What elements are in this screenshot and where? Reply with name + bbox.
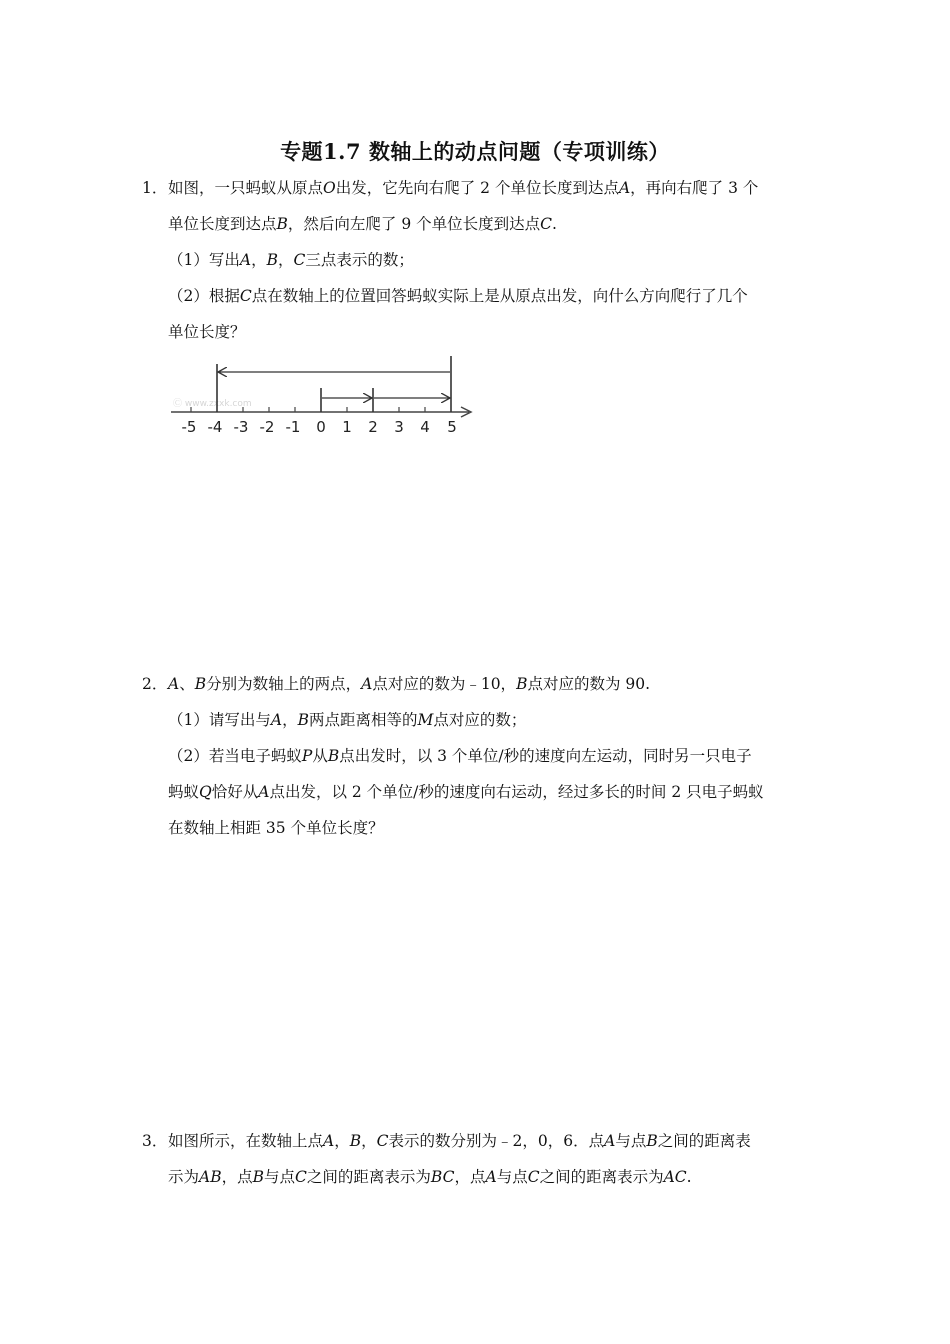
text: ，然后向左爬了 9 个单位长度到达点 bbox=[287, 215, 541, 233]
q2-line-1 bbox=[168, 674, 650, 694]
text: ， bbox=[361, 1132, 377, 1150]
number-line-figure bbox=[165, 352, 485, 442]
var: A bbox=[239, 251, 252, 269]
text: （1）写出 bbox=[168, 251, 240, 269]
q1-line-1 bbox=[168, 178, 758, 198]
tick-label: -1 bbox=[285, 418, 301, 436]
watermark: Ⓒ www.zxxk.com bbox=[173, 399, 252, 409]
q1-part-2 bbox=[168, 286, 748, 306]
text: 点出发时，以 3 个单位/秒的速度向左运动，同时另一只电子 bbox=[339, 747, 752, 765]
text: （2）根据 bbox=[168, 287, 240, 305]
tick-label: -2 bbox=[259, 418, 275, 436]
var: A bbox=[361, 675, 373, 693]
var: Q bbox=[199, 783, 212, 801]
question-number: 1． bbox=[142, 179, 168, 197]
text: . bbox=[686, 1168, 692, 1186]
var: AC bbox=[663, 1168, 687, 1186]
text: 如图所示，在数轴上点 bbox=[168, 1132, 324, 1150]
var: C bbox=[527, 1168, 540, 1186]
number-line-svg bbox=[165, 352, 485, 438]
text: 与点 bbox=[264, 1168, 296, 1186]
text: 单位长度到达点 bbox=[168, 215, 277, 233]
text: ， bbox=[334, 1132, 350, 1150]
text: ， bbox=[251, 251, 267, 269]
text: 两点距离相等的 bbox=[308, 711, 418, 729]
text: 出发，它先向右爬了 2 个单位长度到达点 bbox=[335, 179, 619, 197]
question-number: 3． bbox=[142, 1132, 168, 1150]
text: 点出发，以 2 个单位/秒的速度向右运动，经过多长的时间 2 只电子蚂蚁 bbox=[269, 783, 764, 801]
text: 如图，一只蚂蚁从原点 bbox=[168, 179, 324, 197]
var: C bbox=[295, 1168, 307, 1186]
tick-label: -4 bbox=[207, 418, 223, 436]
var: B bbox=[194, 675, 207, 693]
text: 蚂蚁 bbox=[168, 783, 200, 801]
tick-label: 1 bbox=[342, 418, 352, 436]
tick-label: 5 bbox=[447, 418, 457, 436]
question-number: 2． bbox=[142, 675, 168, 693]
tick-label: 2 bbox=[368, 418, 378, 436]
q1-part-1 bbox=[168, 250, 414, 270]
var: P bbox=[301, 747, 313, 765]
var: AB bbox=[199, 1168, 222, 1186]
q1-line-2 bbox=[168, 214, 557, 234]
text: ， bbox=[282, 711, 298, 729]
var: A bbox=[270, 711, 283, 729]
text: 与点 bbox=[615, 1132, 647, 1150]
text: 表示的数分别为﹣2，0，6．点 bbox=[388, 1132, 605, 1150]
text: 点在数轴上的位置回答蚂蚁实际上是从原点出发，向什么方向爬行了几个 bbox=[251, 287, 748, 305]
text: 与点 bbox=[496, 1168, 528, 1186]
tick-label: -5 bbox=[181, 418, 197, 436]
text: ， bbox=[277, 251, 294, 269]
var: A bbox=[618, 179, 631, 197]
var: A bbox=[168, 675, 180, 693]
var: C bbox=[239, 287, 252, 305]
text: ，点 bbox=[221, 1168, 253, 1186]
var: C bbox=[540, 215, 552, 233]
var: B bbox=[276, 215, 288, 233]
var: B bbox=[646, 1132, 658, 1150]
var: BC bbox=[430, 1168, 455, 1186]
var: A bbox=[604, 1132, 616, 1150]
text: 、 bbox=[179, 675, 195, 693]
text: （2）若当电子蚂蚁 bbox=[168, 747, 302, 765]
var: A bbox=[323, 1132, 335, 1150]
var: B bbox=[297, 711, 309, 729]
text: 从 bbox=[312, 747, 328, 765]
text: 三点表示的数； bbox=[305, 251, 414, 269]
var: C bbox=[376, 1132, 389, 1150]
tick-label: 4 bbox=[420, 418, 430, 436]
var: M bbox=[417, 711, 434, 729]
page-title: 专题1.7 数轴上的动点问题（专项训练） bbox=[280, 139, 670, 164]
text: 之间的距离表示为 bbox=[306, 1168, 431, 1186]
text: （1）请写出与 bbox=[168, 711, 271, 729]
q2-part-2-cont bbox=[168, 782, 764, 802]
text: 恰好从 bbox=[211, 783, 259, 801]
var: A bbox=[258, 783, 270, 801]
var: C bbox=[293, 251, 306, 269]
var: B bbox=[516, 675, 528, 693]
q2-part-2 bbox=[168, 746, 752, 766]
var: O bbox=[323, 179, 336, 197]
var: B bbox=[266, 251, 278, 269]
tick-labels bbox=[182, 418, 457, 436]
tick-label: 0 bbox=[316, 418, 326, 436]
var: B bbox=[327, 747, 340, 765]
text: ，再向右爬了 3 个 bbox=[630, 179, 759, 197]
tick-label: -3 bbox=[233, 418, 249, 436]
q2-part-2-end: 在数轴上相距 35 个单位长度？ bbox=[168, 819, 384, 837]
tick-label: 3 bbox=[394, 418, 404, 436]
text: 分别为数轴上的两点， bbox=[206, 675, 362, 693]
text: 之间的距离表 bbox=[657, 1132, 751, 1150]
var: B bbox=[252, 1168, 265, 1186]
text: 之间的距离表示为 bbox=[539, 1168, 664, 1186]
text: 点对应的数为﹣10， bbox=[372, 675, 517, 693]
q2-part-1 bbox=[168, 710, 526, 730]
var: A bbox=[485, 1168, 497, 1186]
text: 示为 bbox=[168, 1168, 200, 1186]
text: 点对应的数为 90. bbox=[527, 675, 651, 693]
text: . bbox=[552, 215, 557, 233]
q3-line-2 bbox=[168, 1167, 692, 1187]
text: 点对应的数； bbox=[433, 711, 527, 729]
var: B bbox=[349, 1132, 362, 1150]
q1-part-2-cont: 单位长度？ bbox=[168, 323, 246, 341]
text: ，点 bbox=[454, 1168, 486, 1186]
q3-line-1 bbox=[168, 1131, 751, 1151]
